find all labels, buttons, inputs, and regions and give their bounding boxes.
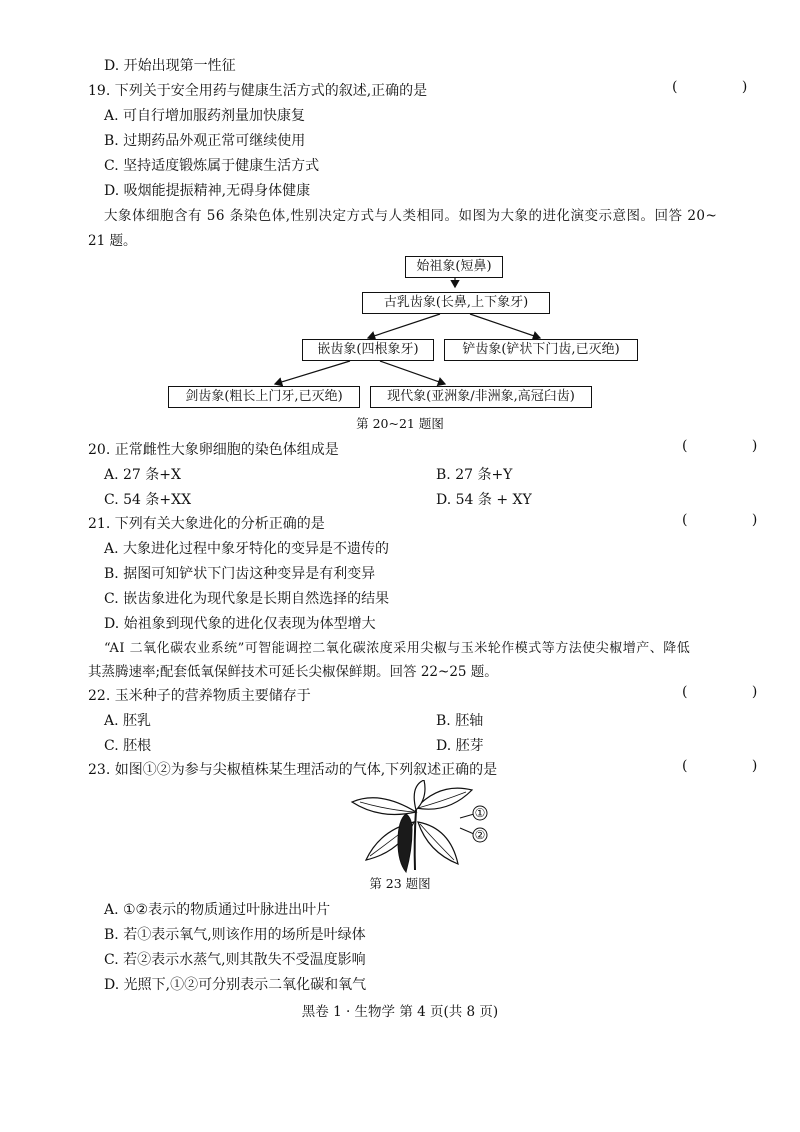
node-stegodon: 剑齿象(粗长上门牙,已灭绝) — [168, 386, 360, 408]
q18-option-d: D. 开始出现第一性征 — [104, 58, 236, 74]
gas-label-2: ② — [474, 828, 486, 842]
q21-option-d: D. 始祖象到现代象的进化仅表现为体型增大 — [104, 616, 376, 632]
q23-answer-paren: ( ) — [682, 758, 788, 774]
node-ancestor-elephant: 始祖象(短鼻) — [405, 256, 503, 278]
intro-co2-line2: 其蒸腾速率;配套低氧保鲜技术可延长尖椒保鲜期。回答 22~25 题。 — [88, 664, 498, 680]
q20-option-b: B. 27 条+Y — [436, 467, 513, 483]
figure-caption-20-21: 第 20~21 题图 — [356, 416, 444, 431]
q23-option-d: D. 光照下,①②可分别表示二氧化碳和氧气 — [104, 977, 367, 993]
q21-stem: 21. 下列有关大象进化的分析正确的是 — [88, 516, 325, 532]
q19-option-d: D. 吸烟能提振精神,无碍身体健康 — [104, 183, 311, 199]
q22-option-a: A. 胚乳 — [104, 713, 152, 729]
intro-elephant-line1: 大象体细胞含有 56 条染色体,性别决定方式与人类相同。如图为大象的进化演变示意图。回答 20~ — [104, 208, 718, 224]
node-tetralophodon: 嵌齿象(四根象牙) — [302, 339, 434, 361]
gas-label-1: ① — [474, 806, 486, 820]
q20-stem: 20. 正常雌性大象卵细胞的染色体组成是 — [88, 442, 339, 458]
q22-option-b: B. 胚轴 — [436, 713, 484, 729]
q22-option-c: C. 胚根 — [104, 738, 152, 754]
q19-option-c: C. 坚持适度锻炼属于健康生活方式 — [104, 158, 320, 174]
q20-option-a: A. 27 条+X — [104, 467, 181, 483]
q21-option-b: B. 据图可知铲状下门齿这种变异是有利变异 — [104, 566, 376, 582]
q19-option-a: A. 可自行增加服药剂量加快康复 — [104, 108, 306, 124]
q21-option-a: A. 大象进化过程中象牙特化的变异是不遗传的 — [104, 541, 390, 557]
q23-option-c: C. 若②表示水蒸气,则其散失不受温度影响 — [104, 952, 366, 968]
q23-stem: 23. 如图①②为参与尖椒植株某生理活动的气体,下列叙述正确的是 — [88, 762, 498, 778]
page-footer: 黑卷 1 · 生物学 第 4 页(共 8 页) — [301, 1004, 499, 1020]
node-modern-elephant: 现代象(亚洲象/非洲象,高冠臼齿) — [370, 386, 592, 408]
q22-option-d: D. 胚芽 — [436, 738, 484, 754]
q23-option-b: B. 若①表示氧气,则该作用的场所是叶绿体 — [104, 927, 366, 943]
q19-option-b: B. 过期药品外观正常可继续使用 — [104, 133, 306, 149]
q22-answer-paren: ( ) — [682, 684, 788, 700]
q21-answer-paren: ( ) — [682, 512, 788, 528]
q22-stem: 22. 玉米种子的营养物质主要储存于 — [88, 688, 311, 704]
q20-option-c: C. 54 条+XX — [104, 492, 192, 508]
q21-option-c: C. 嵌齿象进化为现代象是长期自然选择的结果 — [104, 591, 390, 607]
q20-answer-paren: ( ) — [682, 438, 788, 454]
figure-caption-23: 第 23 题图 — [369, 876, 431, 891]
node-platybelodon: 铲齿象(铲状下门齿,已灭绝) — [444, 339, 638, 361]
node-gomphotherium: 古乳齿象(长鼻,上下象牙) — [362, 292, 550, 314]
intro-elephant-line2: 21 题。 — [88, 233, 137, 249]
q19-stem: 19. 下列关于安全用药与健康生活方式的叙述,正确的是 — [88, 83, 428, 99]
q20-option-d: D. 54 条 + XY — [436, 492, 532, 508]
intro-co2-line1: “AI 二氧化碳农业系统”可智能调控二氧化碳浓度采用尖椒与玉米轮作模式等方法使尖椒增产、降低 — [104, 641, 691, 656]
q19-answer-paren: ( ) — [672, 79, 778, 95]
q23-option-a: A. ①②表示的物质通过叶脉进出叶片 — [104, 902, 331, 918]
